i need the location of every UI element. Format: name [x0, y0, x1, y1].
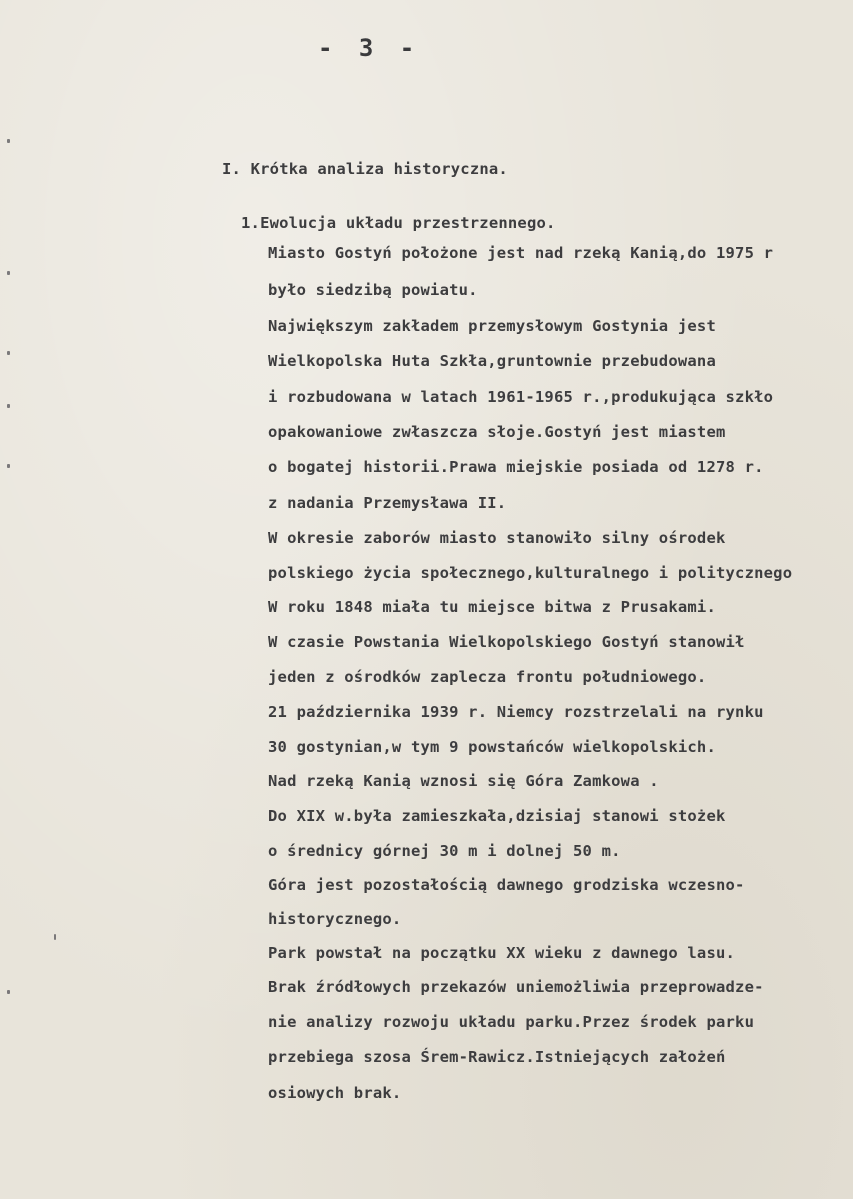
text-line: Nad rzeką Kanią wznosi się Góra Zamkowa .	[268, 772, 659, 790]
text-line: Park powstał na początku XX wieku z dawnego lasu.	[268, 944, 736, 962]
text-line: 30 gostynian,w tym 9 powstańców wielkopolskich.	[268, 738, 716, 756]
margin-speck	[7, 404, 10, 408]
margin-speck	[7, 271, 10, 275]
text-line: przebiega szosa Śrem-Rawicz.Istniejących założeń	[268, 1048, 726, 1066]
text-line: jeden z ośrodków zaplecza frontu południowego.	[268, 668, 707, 686]
text-line: i rozbudowana w latach 1961-1965 r.,produkująca szkło	[268, 388, 774, 406]
text-line: historycznego.	[268, 910, 402, 928]
text-line: Brak źródłowych przekazów uniemożliwia przeprowadze-	[268, 978, 764, 996]
text-line: osiowych brak.	[268, 1084, 402, 1102]
text-line: opakowaniowe zwłaszcza słoje.Gostyń jest miastem	[268, 423, 726, 441]
text-line: było siedzibą powiatu.	[268, 281, 478, 299]
text-line: Do XIX w.była zamieszkała,dzisiaj stanowi stożek	[268, 807, 726, 825]
margin-speck	[54, 934, 56, 940]
text-line: Miasto Gostyń położone jest nad rzeką Kanią,do 1975 r	[268, 244, 774, 262]
text-line: Wielkopolska Huta Szkła,gruntownie przebudowana	[268, 352, 716, 370]
text-line: o średnicy górnej 30 m i dolnej 50 m.	[268, 842, 621, 860]
text-line: 21 października 1939 r. Niemcy rozstrzelali na rynku	[268, 703, 764, 721]
text-line: W roku 1848 miała tu miejsce bitwa z Prusakami.	[268, 598, 716, 616]
text-line: W okresie zaborów miasto stanowiło silny ośrodek	[268, 529, 726, 547]
text-line: W czasie Powstania Wielkopolskiego Gostyń stanowił	[268, 633, 745, 651]
margin-speck	[7, 464, 10, 468]
text-line: polskiego życia społecznego,kulturalnego i politycznego	[268, 564, 793, 582]
section-heading: I. Krótka analiza historyczna.	[222, 160, 508, 178]
page-number: - 3 -	[318, 34, 421, 62]
text-line: nie analizy rozwoju układu parku.Przez środek parku	[268, 1013, 755, 1031]
margin-speck	[7, 139, 10, 143]
text-line: Największym zakładem przemysłowym Gostynia jest	[268, 317, 716, 335]
text-line: o bogatej historii.Prawa miejskie posiada od 1278 r.	[268, 458, 764, 476]
text-line: Góra jest pozostałością dawnego grodziska wczesno-	[268, 876, 745, 894]
margin-speck	[7, 351, 10, 355]
subsection-heading: 1.Ewolucja układu przestrzennego.	[241, 214, 556, 232]
margin-speck	[7, 990, 10, 994]
text-line: z nadania Przemysława II.	[268, 494, 507, 512]
